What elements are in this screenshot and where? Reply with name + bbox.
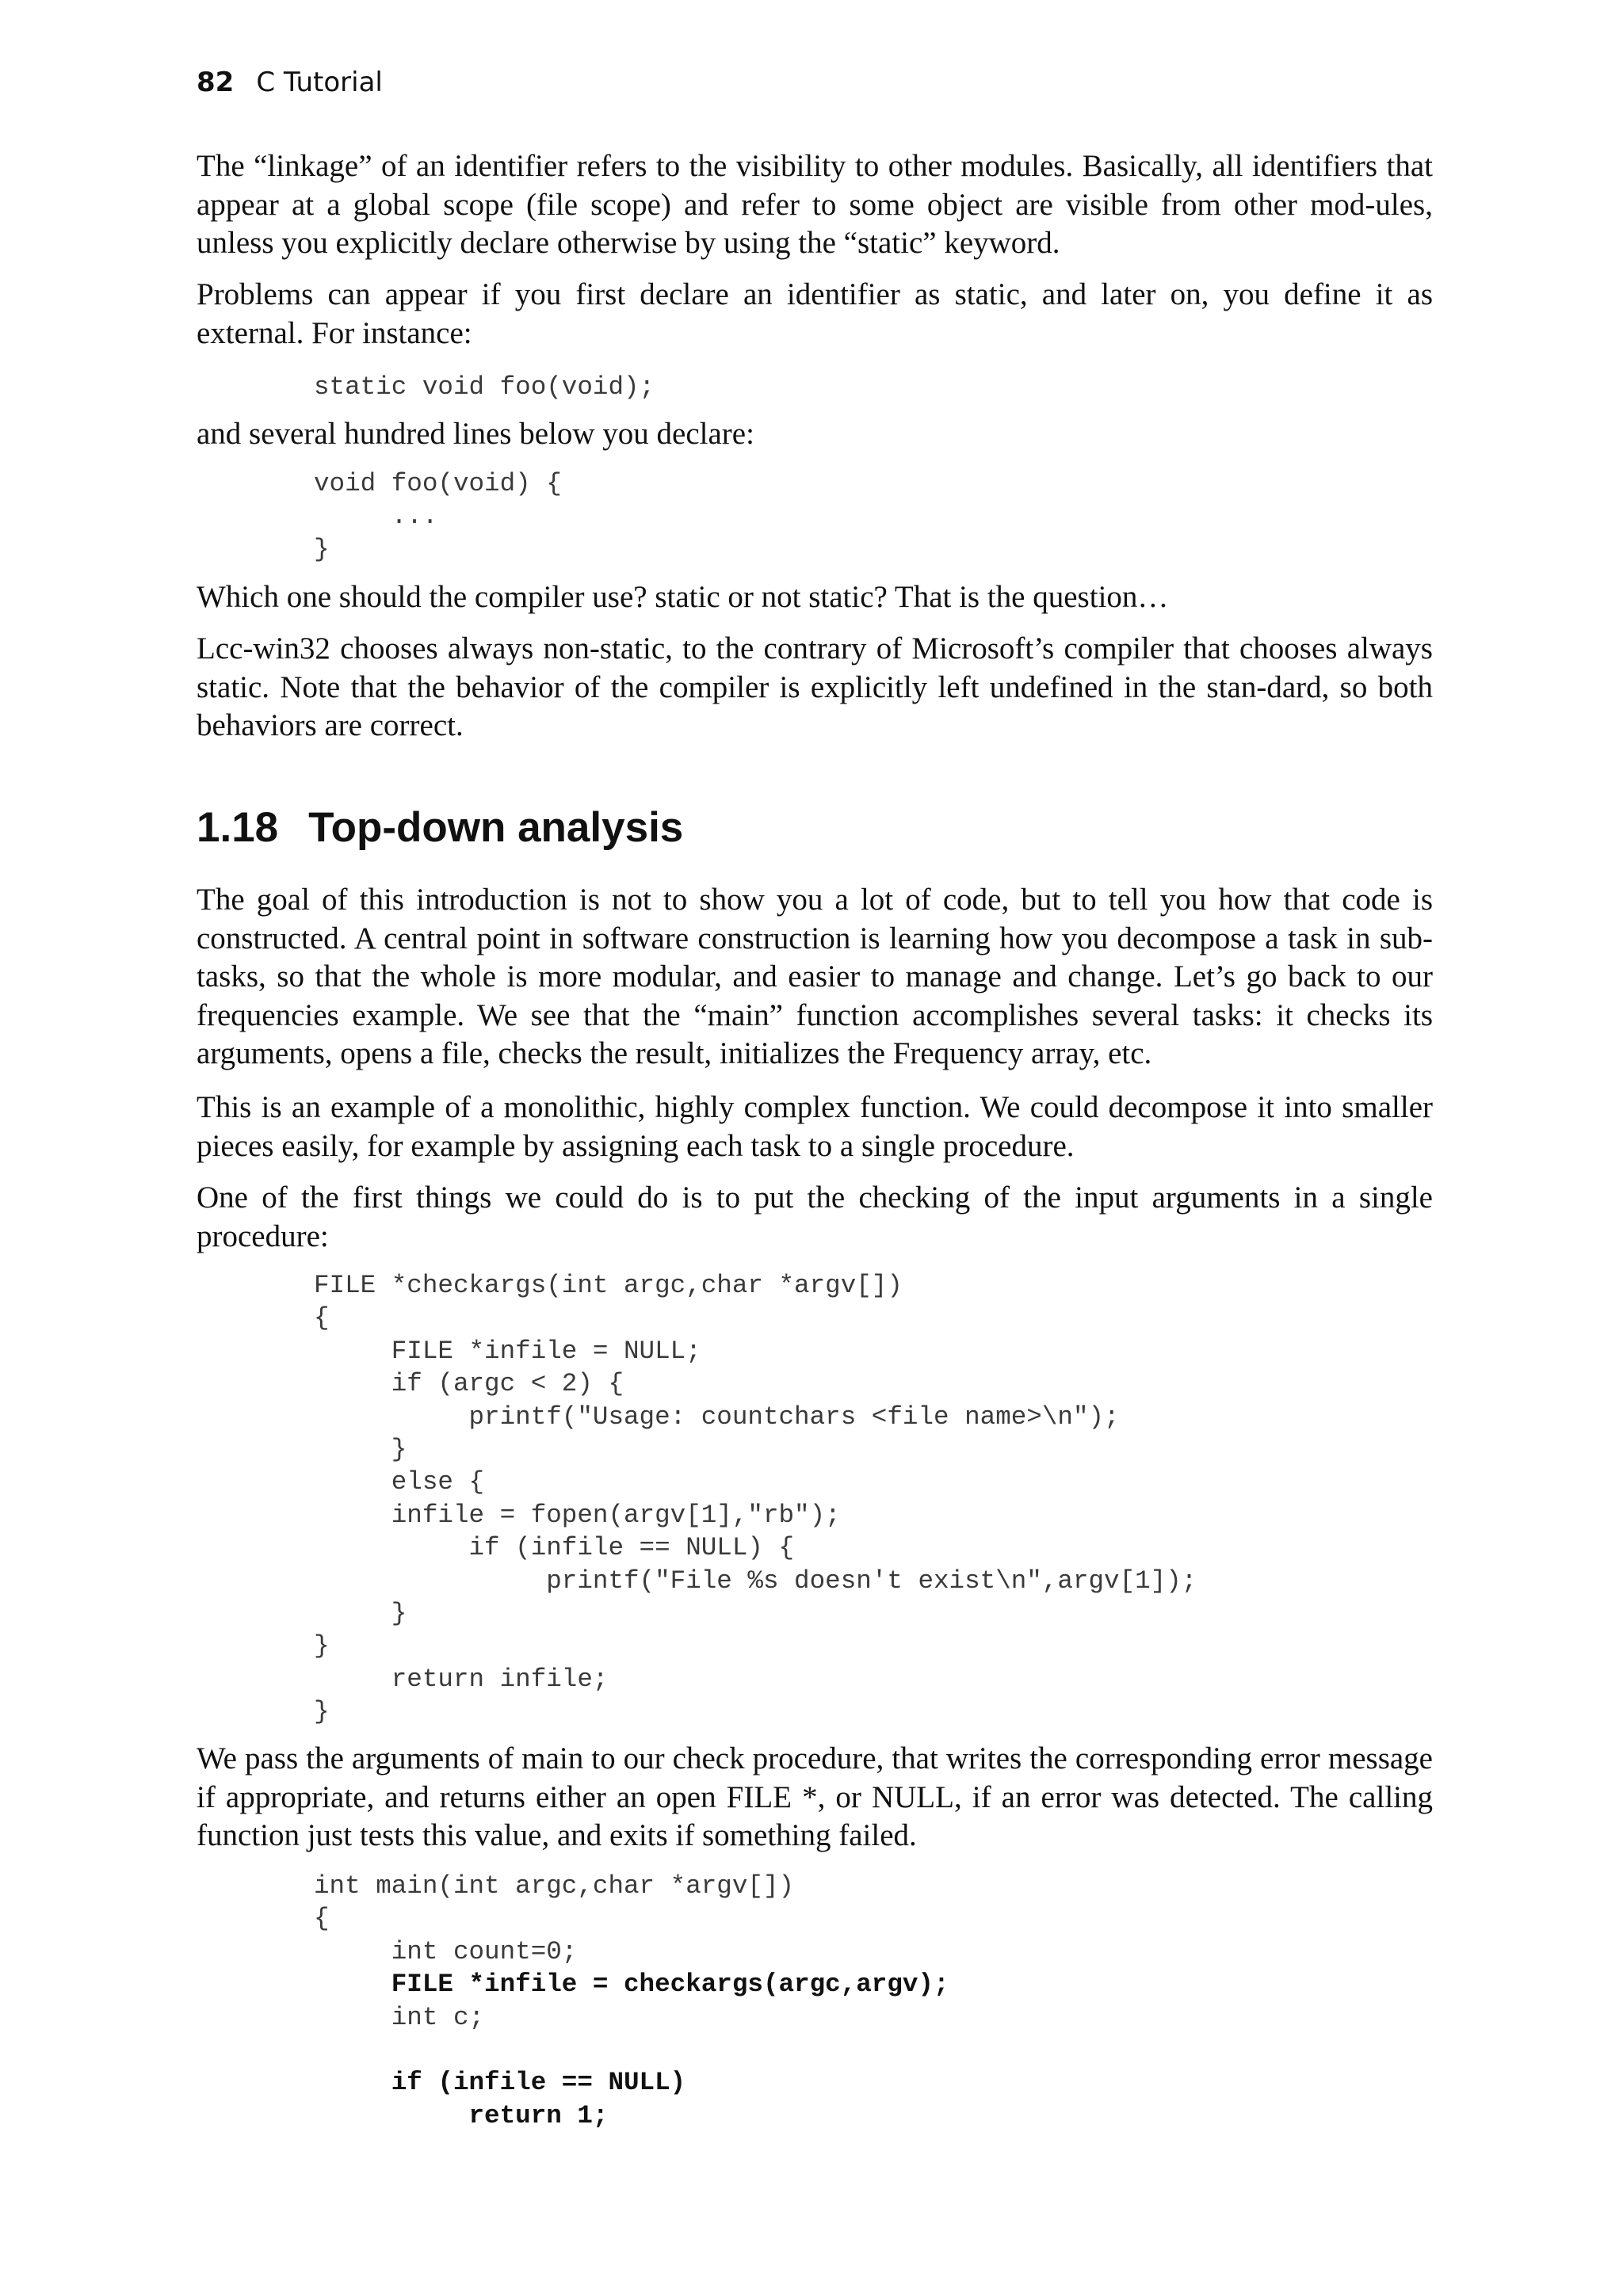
code-line: int main(int argc,char *argv[]) [314,1871,795,1901]
code-line-bold: FILE *infile = checkargs(argc,argv); [314,1970,949,2000]
paragraph-lcc-win32: Lcc-win32 chooses always non-static, to the contrary of Microsoft’s compiler that chooses always static. Note that the behavior of the compiler is explicitly left undefined in the stan-dard, so both behaviors are correct. [197,631,1433,742]
code-static-declaration: static void foo(void); [314,372,655,402]
code-line-bold: if (infile == NULL) [314,2068,686,2098]
paragraph-linkage: The “linkage” of an identifier refers to the visibility to other modules. Basically, all identifiers that appear at a global scope (file scope) and refer to some object are visible from other mod-ules, unless you explicitly declare otherwise by using the “static” keyword. [197,149,1433,260]
code-main [314,1870,949,2132]
paragraph-first-things: One of the first things we could do is to put the checking of the input arguments in a single procedure: [197,1180,1433,1253]
paragraph-several-hundred-lines: and several hundred lines below you declare: [197,417,754,451]
section-heading [197,800,683,856]
code-line: int count=0; [314,1936,578,1966]
paragraph-static-problem: Problems can appear if you first declare an identifier as static, and later on, you define it as external. For instance: [197,277,1433,350]
code-checkargs: FILE *checkargs(int argc,char *argv[]) { FILE *infile = NULL; if (argc < 2) { printf("Usage: countchars <file name>\n"); } else { infile = fopen(argv[1],"rb"); if (infile == NULL) { printf("File %s doesn't exist\n",argv[1]); } } return infile; } [314,1271,1197,1727]
code-line-bold: return 1; [314,2100,609,2130]
page-number: 82 [197,67,235,98]
running-header [197,65,383,100]
code-line: int c; [314,2002,485,2032]
paragraph-pass-arguments: We pass the arguments of main to our check procedure, that writes the corresponding error message if appropriate, and returns either an open FILE *, or NULL, if an error was detected. The calling function just tests this value, and exits if something failed. [197,1741,1433,1852]
section-number: 1.18 [197,804,279,851]
section-title: Top-down analysis [308,804,684,851]
paragraph-goal: The goal of this introduction is not to show you a lot of code, but to tell you how that code is constructed. A central point in software construction is learning how you decompose a task in sub-tasks, so that the whole is more modular, and easier to manage and change. Let’s go back to our frequencies example. We see that the “main” function accomplishes several tasks: it checks its arguments, opens a file, checks the result, initializes the Frequency array, etc. [197,883,1433,1070]
paragraph-which-one: Which one should the compiler use? static or not static? That is the question… [197,580,1169,614]
paragraph-monolithic: This is an example of a monolithic, highly complex function. We could decompose it into smaller pieces easily, for example by assigning each task to a single procedure. [197,1090,1433,1163]
code-line: { [314,1904,330,1934]
code-foo-definition: void foo(void) { ... } [314,469,562,564]
running-title: C Tutorial [256,67,383,98]
